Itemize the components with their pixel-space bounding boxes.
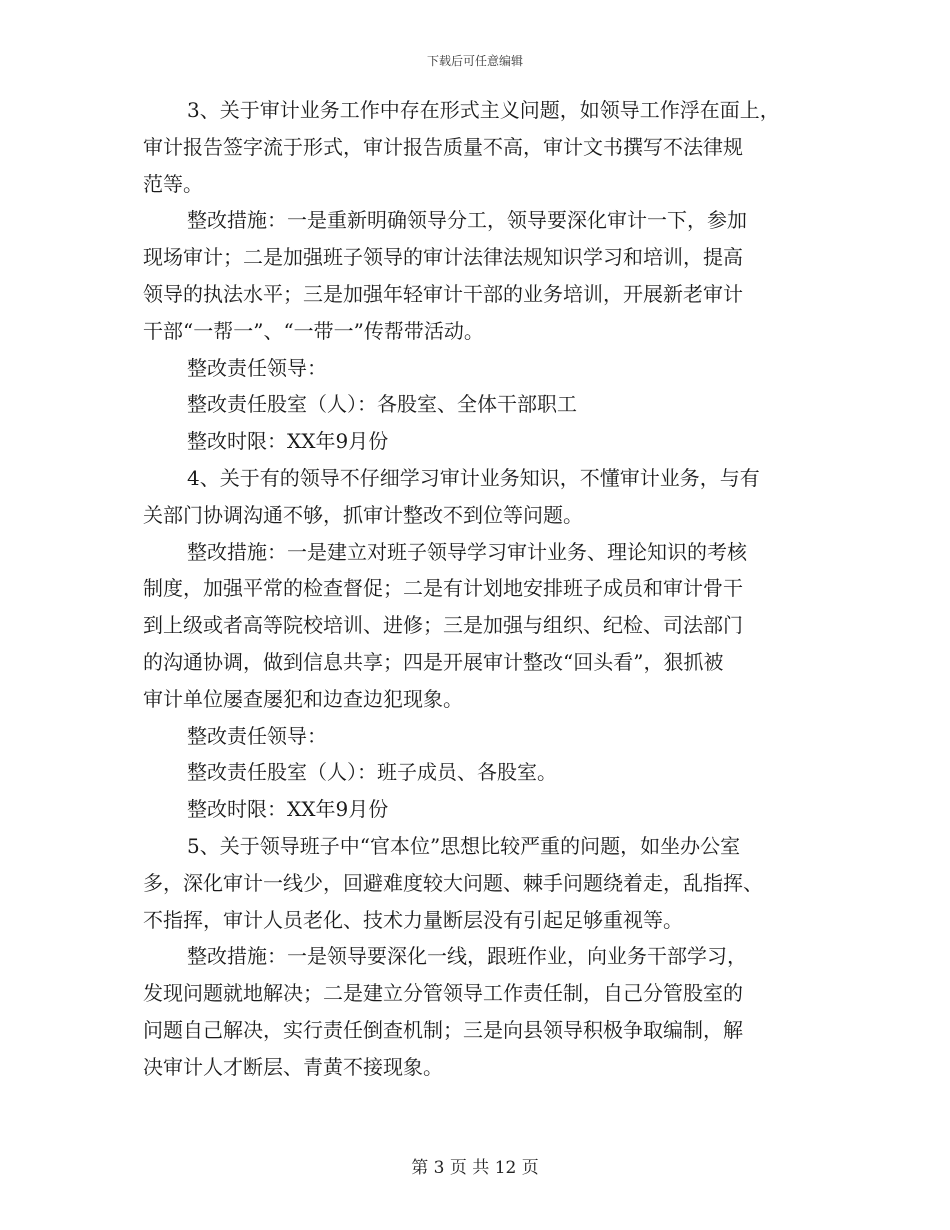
page-header: 下载后可任意编辑 [426,54,523,68]
text-line: 3、关于审计业务工作中存在形式主义问题，如领导工作浮在面上， [187,98,780,122]
text-line: 问题自己解决，实行责任倒查机制；三是向县领导积极争取编制，解 [143,1017,743,1042]
text-line: 多，深化审计一线少，回避难度较大问题、棘手问题绕着走，乱指挥、 [143,870,763,895]
text-line: 到上级或者高等院校培训、进修；三是加强与组织、纪检、司法部门 [143,613,743,638]
text-line: 的沟通协调，做到信息共享；四是开展审计整改“回头看”，狠抓被 [143,649,724,674]
text-line: 关部门协调沟通不够，抓审计整改不到位等问题。 [143,502,583,527]
text-line: 审计报告签字流于形式，审计报告质量不高，审计文书撰写不法律规 [143,134,743,159]
text-line: 现场审计；二是加强班子领导的审计法律法规知识学习和培训，提高 [143,245,743,270]
text-line: 制度，加强平常的检查督促；二是有计划地安排班子成员和审计骨干 [143,576,743,601]
text-line: 干部“一帮一”、“一带一”传帮带活动。 [143,318,484,343]
text-line: 整改措施：一是重新明确领导分工，领导要深化审计一下，参加 [187,208,747,233]
page-footer: 第 3 页 共 12 页 [411,1158,539,1178]
text-line: 整改时限：XX年9月份 [187,429,389,454]
text-line: 领导的执法水平；三是加强年轻审计干部的业务培训，开展新老审计 [143,281,743,306]
text-line: 5、关于领导班子中“官本位”思想比较严重的问题，如坐办公室 [187,833,741,858]
text-line: 4、关于有的领导不仔细学习审计业务知识，不懂审计业务，与有 [187,465,760,490]
text-line: 整改时限：XX年9月份 [187,797,389,822]
text-line: 发现问题就地解决；二是建立分管领导工作责任制，自己分管股室的 [143,981,743,1006]
text-line: 整改责任领导： [187,355,327,380]
text-line: 不指挥，审计人员老化、技术力量断层没有引起足够重视等。 [143,907,683,932]
text-line: 审计单位屡查屡犯和边查边犯现象。 [143,686,463,711]
text-line: 整改措施：一是领导要深化一线，跟班作业，向业务干部学习， [187,944,747,969]
text-line: 范等。 [143,171,203,196]
document-body [143,92,813,1086]
text-line: 整改责任股室（人）：班子成员、各股室。 [187,760,557,785]
text-line: 整改责任股室（人）：各股室、全体干部职工 [187,392,577,417]
text-line: 决审计人才断层、青黄不接现象。 [143,1054,443,1079]
text-line: 整改责任领导： [187,723,327,748]
text-line: 整改措施：一是建立对班子领导学习审计业务、理论知识的考核 [187,539,747,564]
